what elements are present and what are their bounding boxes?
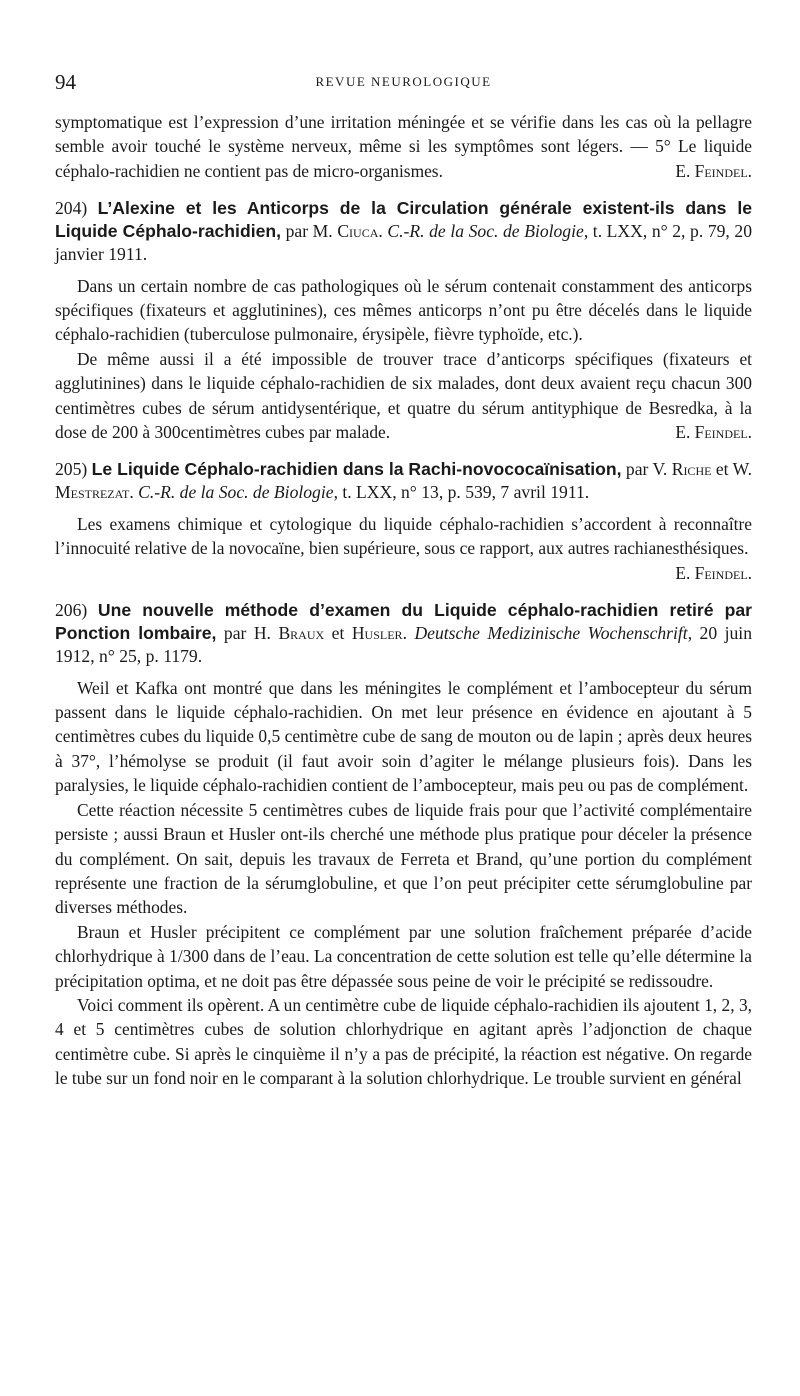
ref-text: . (378, 221, 388, 242)
author-name: Riche (671, 459, 712, 480)
source-title: C.-R. de la Soc. de Biologie (387, 221, 584, 242)
paragraph: Cette réaction nécessite 5 centimètres cubes de liquide frais pour que l’activité complémentaire persiste ; aussi Braun et Husler ont-ils cherché une méthode plus pratique pour déceler la présence du complément. On sait, depuis les travaux de Ferreta et Brand, qu’une portion du complément représente une fraction de la sérumglobuline, et que l’on peut précipiter cette sérumglobuline par diverses méthodes. (55, 799, 752, 918)
signature: E. Feindel. (675, 422, 752, 443)
ref-text: . (402, 623, 415, 644)
paragraph-text: De même aussi il a été impossible de trouver trace d’anticorps spécifiques (fixateurs et agglutinines) dans le liquide céphalo-rachidien de six malades, dont deux avaient reçu chacun 300 centimètres cubes de sérum antidysentérique, et quatre du sérum antityphique de Besredka, à la dose de 200 à 300centimètres cubes par malade. (55, 348, 752, 443)
paragraph-text: Les examens chimique et cytologique du liquide céphalo-rachidien s’accordent à reconnaître l’innocuité relative de la novocaïne, bien supérieure, sous ce rapport, aux autres rachianesthésiques. (55, 514, 752, 559)
intro-signature: E. Feindel. (675, 160, 752, 181)
article-number: 205) (55, 459, 88, 480)
source-title: C.-R. de la Soc. de Biologie (138, 482, 334, 503)
article-number: 204) (55, 198, 88, 219)
ref-text: par H. (216, 623, 279, 644)
intro-text: symptomatique est l’expression d’une irritation méningée et se vérifie dans les cas où la pellagre semble avoir touché le système nerveux, même si les symptômes sont légers. — 5° Le liquide céphalo-rachidien ne contient pas de micro-organismes. (55, 112, 752, 181)
author-name: Ciuca (337, 221, 379, 242)
signature: E. Feindel. (675, 562, 752, 583)
article-title: Une nouvelle méthode d’examen du Liquide céphalo-rachidien retiré par Ponction lombaire, (55, 600, 752, 644)
ref-text: , t. LXX, n° 2, p. 79, 20 janvier 1911. (55, 221, 753, 264)
article-206 (55, 599, 752, 1090)
running-head (55, 70, 752, 96)
paragraph: Dans un certain nombre de cas pathologiques où le sérum contenait constamment des anticorps spécifiques (fixateurs et agglutinines), ces mêmes anticorps n’ont pu être décelés dans le liquide céphalo-rachidien (tuberculose pulmonaire, érysipèle, fièvre typhoïde, etc.). (55, 275, 752, 345)
ref-text: et W. (711, 459, 753, 480)
article-heading (55, 197, 752, 265)
ref-text: , t. LXX, n° 13, p. 539, 7 avril 1911. (333, 482, 590, 503)
ref-text: par M. (281, 221, 338, 242)
paragraph: Braun et Husler précipitent ce complément par une solution fraîchement préparée d’acide chlorhydrique à 1/300 dans de l’eau. La concentration de cette solution est telle qu’elle détermine la précipitation optima, et ne doit pas être dépassée sous peine de voir le précipité se redissoudre. (55, 921, 752, 991)
author-name: Mestrezat (55, 482, 130, 503)
journal-title: REVUE NEUROLOGIQUE (315, 74, 492, 89)
article-205 (55, 458, 752, 585)
paragraph: Voici comment ils opèrent. A un centimètre cube de liquide céphalo-rachidien ils ajoutent 1, 2, 3, 4 et 5 centimètres cubes de solution chlorhydrique en agitant après l’adjonction de chaque centimètre cube. Si après le cinquième il n’y a pas de précipité, la réaction est négative. On regarde le tube sur un fond noir en le comparant à la solution chlorhydrique. Le trouble survient en général (55, 994, 752, 1089)
paragraph (55, 347, 752, 445)
article-number: 206) (55, 600, 88, 621)
article-heading (55, 599, 752, 667)
ref-text: . (129, 482, 139, 503)
paragraph: Weil et Kafka ont montré que dans les méningites le complément et l’ambocepteur du sérum passent dans le liquide céphalo-rachidien. On met leur présence en évidence en ajoutant à 5 centimètres cubes du liquide 0,5 centimètre cube de sang de mouton ou de lapin ; après deux heures à 37°, l’hémolyse se produit (il faut avoir soin d’agiter le mélange plusieurs fois). Dans les paralysies, le liquide céphalo-rachidien contient de l’ambocepteur, mais peu ou pas de complément. (55, 677, 752, 796)
article-title: Le Liquide Céphalo-rachidien dans la Rachi-novococaïnisation, (91, 459, 622, 480)
ref-text: , 20 juin 1912, n° 25, p. 1179. (55, 623, 752, 666)
ref-text: et (324, 623, 352, 644)
ref-text: par V. (621, 459, 672, 480)
article-204 (55, 197, 752, 444)
paragraph (55, 512, 752, 583)
intro-paragraph (55, 110, 752, 183)
author-name: Braux (278, 623, 325, 644)
article-title: L’Alexine et les Anticorps de la Circulation générale existent-ils dans le Liquide Céphalo-rachidien, (55, 198, 752, 242)
article-heading (55, 458, 752, 504)
page (55, 70, 752, 1091)
page-number: 94 (55, 70, 76, 94)
source-title: Deutsche Medizinische Wochenschrift (414, 623, 688, 644)
author-name: Husler (351, 623, 403, 644)
